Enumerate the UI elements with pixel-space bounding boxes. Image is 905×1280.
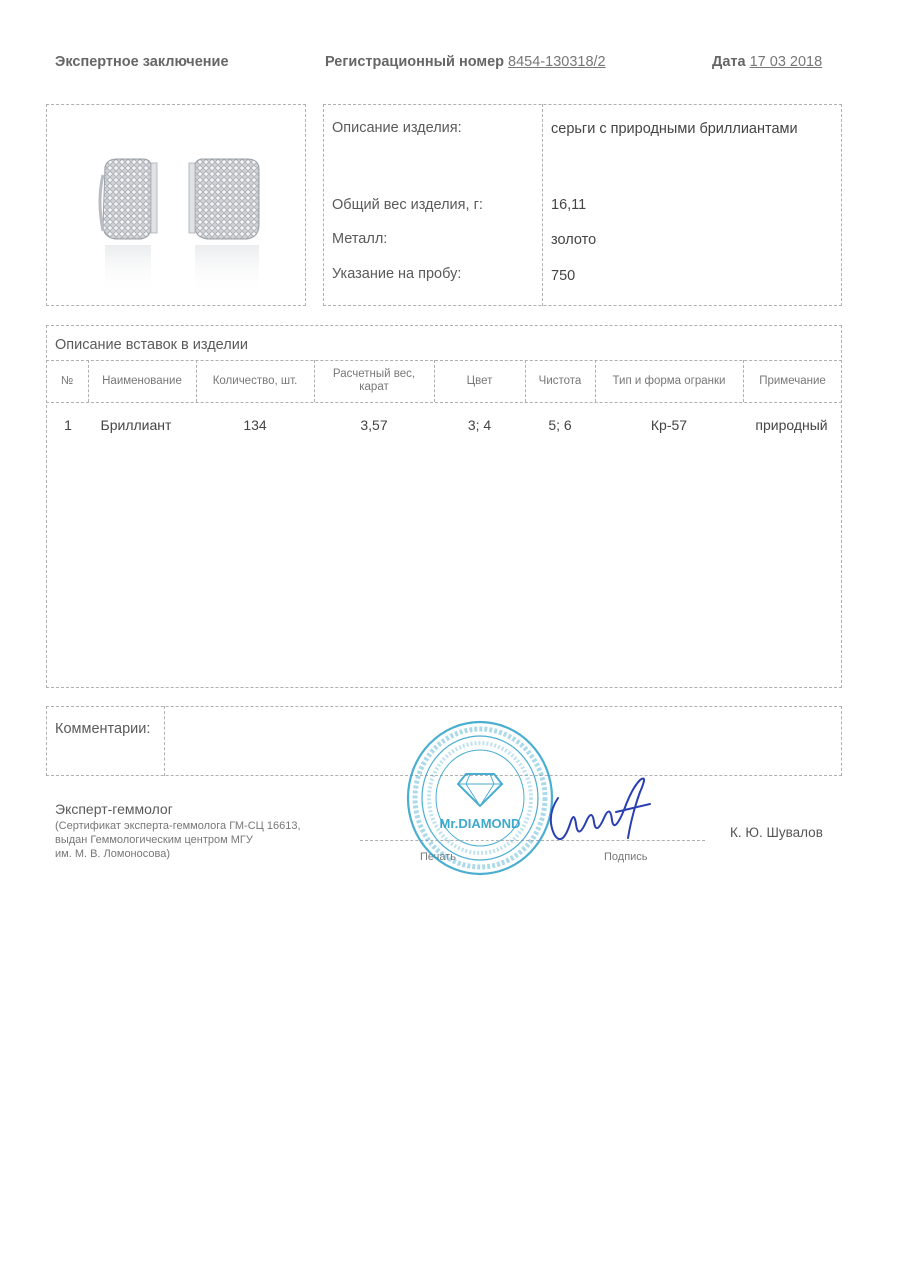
column-header-number: № (60, 374, 74, 387)
description-label: Описание изделия: (332, 120, 462, 136)
description-value: серьги с природными бриллиантами (551, 121, 798, 137)
expert-certificate (55, 819, 301, 861)
comments-divider (164, 706, 165, 776)
column-header-clarity: Чистота (538, 374, 582, 387)
stamp-brand: Mr.DIAMOND (439, 816, 521, 831)
certificate-line-3: им. М. В. Ломоносова) (55, 848, 170, 860)
stamp-seal-icon (404, 718, 556, 878)
signature-icon (540, 764, 660, 854)
column-header-quantity: Количество, шт. (212, 374, 298, 387)
signature-label: Подпись (604, 851, 648, 863)
column-header-name: Наименование (102, 374, 182, 387)
metal-label: Металл: (332, 231, 388, 247)
cell-weight: 3,57 (360, 417, 388, 433)
document-date (712, 54, 822, 70)
product-image-box (46, 104, 306, 306)
assay-value: 750 (551, 268, 576, 284)
document-title: Экспертное заключение (55, 54, 229, 70)
assay-label: Указание на пробу: (332, 266, 462, 282)
cell-note: природный (755, 417, 828, 433)
registration-label: Регистрационный номер (325, 54, 505, 70)
cell-clarity: 5; 6 (548, 417, 572, 433)
expert-name: К. Ю. Шувалов (730, 825, 823, 840)
expert-title: Эксперт-геммолог (55, 801, 173, 817)
column-header-note: Примечание (759, 374, 826, 387)
certificate-line-1: (Сертификат эксперта-геммолога ГМ-СЦ 16613, (55, 820, 301, 832)
column-header-color: Цвет (466, 374, 493, 387)
certificate-line-2: выдан Геммологическим центром МГУ (55, 834, 253, 846)
column-header-weight: Расчетный вес, карат (332, 368, 416, 393)
table-header-bottom-line (46, 402, 842, 403)
inserts-title: Описание вставок в изделии (55, 337, 248, 353)
handwritten-signature (540, 764, 660, 854)
column-header-cut: Тип и форма огранки (612, 374, 726, 387)
weight-value: 16,11 (551, 197, 587, 213)
seal-label: Печать (420, 851, 457, 863)
date-value: 17 03 2018 (749, 54, 823, 70)
registration-value: 8454-130318/2 (508, 54, 606, 70)
date-label: Дата (712, 54, 746, 70)
weight-label: Общий вес изделия, г: (332, 197, 483, 213)
comments-label: Комментарии: (55, 721, 151, 737)
company-stamp (404, 718, 556, 878)
cell-name: Бриллиант (100, 417, 172, 433)
cell-color: 3; 4 (467, 417, 492, 433)
product-info-divider (542, 104, 543, 306)
registration-number (325, 54, 606, 70)
metal-value: золото (551, 232, 597, 248)
cell-number: 1 (64, 417, 72, 433)
cell-cut: Кр-57 (650, 417, 688, 433)
cell-quantity: 134 (243, 417, 267, 433)
earrings-image (47, 105, 305, 305)
